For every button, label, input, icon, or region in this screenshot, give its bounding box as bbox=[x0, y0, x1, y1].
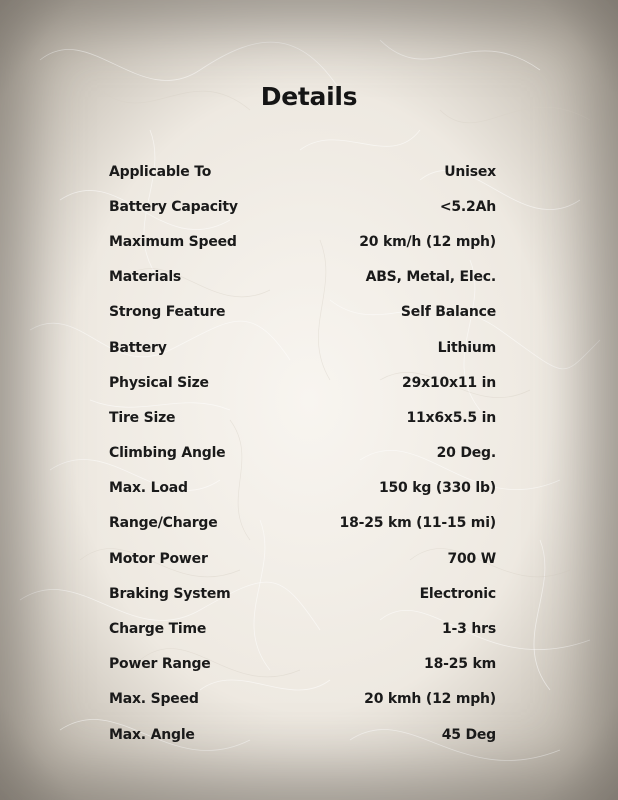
detail-label: Physical Size bbox=[109, 374, 209, 391]
table-row bbox=[109, 647, 496, 682]
table-row bbox=[109, 717, 496, 752]
detail-value: Electronic bbox=[419, 585, 496, 602]
table-row bbox=[109, 682, 496, 717]
detail-label: Battery bbox=[109, 339, 167, 356]
table-row bbox=[109, 400, 496, 435]
table-row bbox=[109, 154, 496, 189]
detail-label: Braking System bbox=[109, 585, 231, 602]
table-row bbox=[109, 611, 496, 646]
detail-value: 29x10x11 in bbox=[402, 374, 496, 391]
table-row bbox=[109, 471, 496, 506]
table-row bbox=[109, 365, 496, 400]
detail-label: Tire Size bbox=[109, 409, 176, 426]
detail-label: Max. Speed bbox=[109, 691, 199, 708]
detail-value: 700 W bbox=[447, 550, 496, 567]
detail-value: 45 Deg bbox=[441, 726, 496, 743]
table-row bbox=[109, 330, 496, 365]
detail-value: 18-25 km (11-15 mi) bbox=[339, 515, 496, 532]
detail-label: Maximum Speed bbox=[109, 233, 237, 250]
detail-value: Lithium bbox=[437, 339, 496, 356]
detail-label: Motor Power bbox=[109, 550, 208, 567]
table-row bbox=[109, 541, 496, 576]
detail-label: Materials bbox=[109, 269, 182, 286]
detail-value: 11x6x5.5 in bbox=[406, 409, 496, 426]
detail-label: Applicable To bbox=[109, 163, 212, 180]
table-row bbox=[109, 224, 496, 259]
detail-value: 20 Deg. bbox=[436, 445, 496, 462]
detail-value: ABS, Metal, Elec. bbox=[365, 269, 496, 286]
detail-label: Climbing Angle bbox=[109, 445, 226, 462]
table-row bbox=[109, 295, 496, 330]
detail-value: Unisex bbox=[444, 163, 496, 180]
detail-label: Max. Load bbox=[109, 480, 188, 497]
detail-label: Battery Capacity bbox=[109, 198, 238, 215]
detail-value: <5.2Ah bbox=[439, 198, 496, 215]
detail-label: Max. Angle bbox=[109, 726, 195, 743]
details-table bbox=[109, 154, 496, 752]
detail-value: 20 km/h (12 mph) bbox=[359, 233, 496, 250]
detail-value: 1-3 hrs bbox=[442, 621, 496, 638]
detail-label: Charge Time bbox=[109, 621, 207, 638]
detail-value: 20 kmh (12 mph) bbox=[364, 691, 496, 708]
detail-label: Strong Feature bbox=[109, 304, 226, 321]
table-row bbox=[109, 260, 496, 295]
detail-label: Range/Charge bbox=[109, 515, 218, 532]
detail-value: Self Balance bbox=[400, 304, 496, 321]
page-title: Details bbox=[260, 82, 358, 111]
table-row bbox=[109, 189, 496, 224]
table-row bbox=[109, 436, 496, 471]
table-row bbox=[109, 576, 496, 611]
table-row bbox=[109, 506, 496, 541]
detail-value: 18-25 km bbox=[424, 656, 496, 673]
detail-value: 150 kg (330 lb) bbox=[378, 480, 496, 497]
detail-label: Power Range bbox=[109, 656, 211, 673]
